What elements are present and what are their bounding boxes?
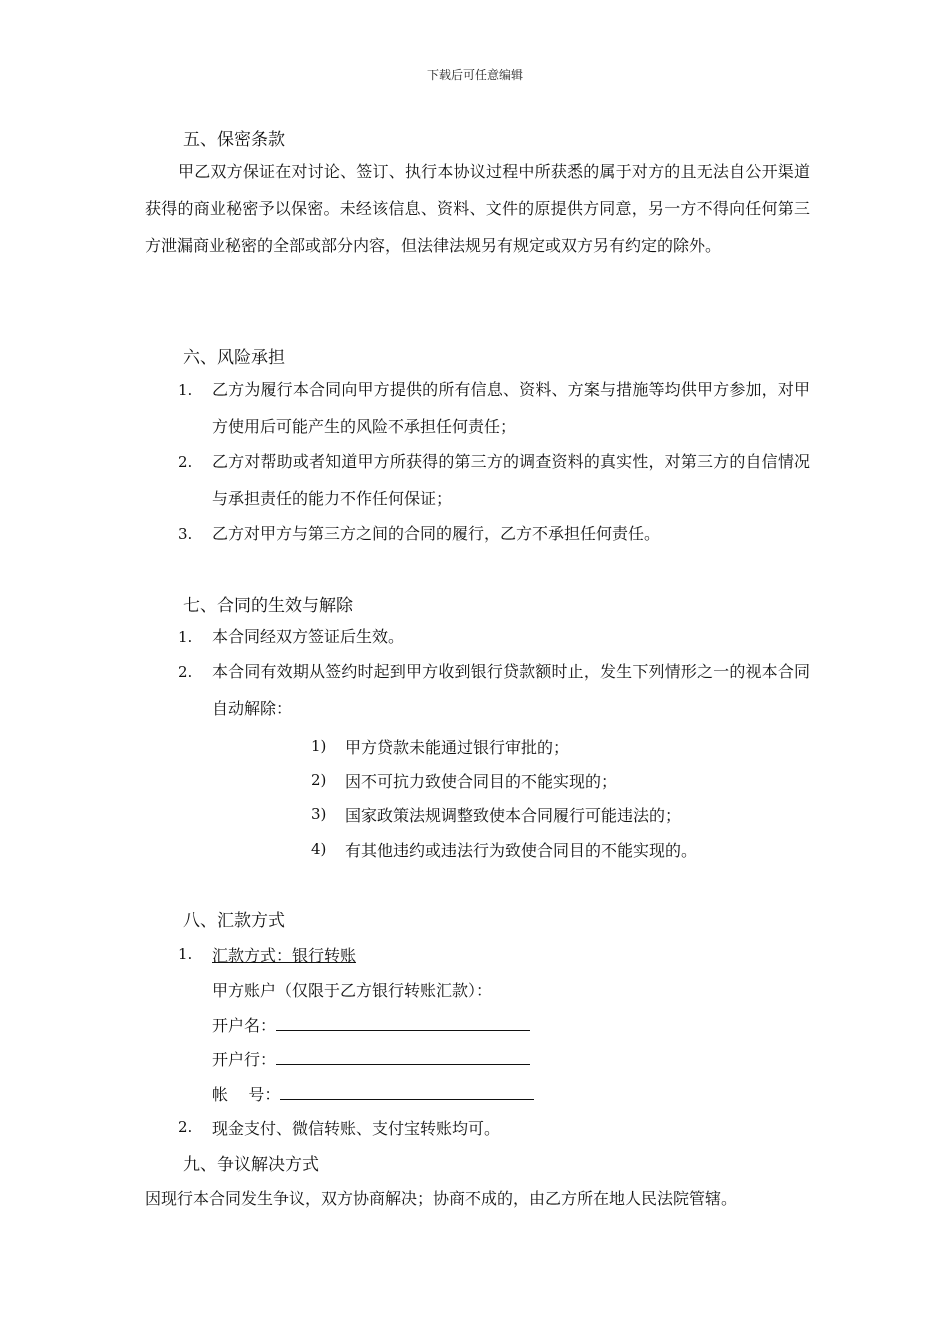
section-8-heading: 八、汇款方式	[183, 911, 285, 931]
sub-item-number: 4)	[311, 840, 327, 858]
list-item-text: 本合同有效期从签约时起到甲方收到银行贷款额时止，发生下列情形之一的视本合同自动解除：	[212, 662, 810, 718]
account-number-row	[212, 1082, 534, 1105]
account-name-label: 开户名：	[212, 1016, 277, 1035]
section-5-heading: 五、保密条款	[183, 130, 285, 150]
sub-item-text: 有其他违约或违法行为致使合同目的不能实现的。	[345, 841, 698, 860]
sub-item-text: 国家政策法规调整致使本合同履行可能违法的；	[345, 806, 682, 825]
section-6-heading: 六、风险承担	[183, 348, 285, 368]
bank-name-label: 开户行：	[212, 1050, 277, 1069]
account-name-row	[212, 1013, 530, 1036]
account-name-blank[interactable]	[276, 1016, 530, 1031]
list-item-text: 乙方对帮助或者知道甲方所获得的第三方的调查资料的真实性，对第三方的自信情况与承担责任的能力不作任何保证；	[212, 452, 810, 508]
sub-item-number: 3)	[311, 805, 327, 823]
sub-item-text: 因不可抗力致使合同目的不能实现的；	[345, 772, 618, 791]
section-7-heading: 七、合同的生效与解除	[183, 596, 353, 616]
bank-name-blank[interactable]	[276, 1050, 530, 1065]
sub-item-number: 2)	[311, 771, 327, 789]
section-5-body: 甲乙双方保证在对讨论、签订、执行本协议过程中所获悉的属于对方的且无法自公开渠道获得的商业秘密予以保密。未经该信息、资料、文件的原提供方同意，另一方不得向任何第三方泄漏商业秘密的全部或部分内容，但法律法规另有规定或双方另有约定的除外。	[145, 162, 810, 255]
sub-item-text: 甲方贷款未能通过银行审批的；	[345, 738, 570, 757]
account-intro: 甲方账户（仅限于乙方银行转账汇款）：	[212, 981, 493, 1000]
bank-name-row	[212, 1047, 530, 1070]
list-item-number: 2.	[178, 1118, 193, 1136]
section-9-heading: 九、争议解决方式	[183, 1155, 319, 1175]
list-item-text: 乙方为履行本合同向甲方提供的所有信息、资料、方案与措施等均供甲方参加，对甲方使用后可能产生的风险不承担任何责任；	[212, 380, 810, 436]
list-item-text: 现金支付、微信转账、支付宝转账均可。	[212, 1119, 501, 1138]
page-header: 下载后可任意编辑	[426, 68, 523, 82]
list-item-number: 2.	[178, 453, 193, 471]
list-item-number: 1.	[178, 381, 193, 399]
list-item-number: 2.	[178, 663, 193, 681]
list-item-text: 本合同经双方签证后生效。	[212, 627, 405, 646]
account-number-blank[interactable]	[280, 1085, 534, 1100]
sub-item-number: 1)	[311, 737, 327, 755]
account-number-label: 帐 号：	[212, 1085, 281, 1104]
section-9-body: 因现行本合同发生争议，双方协商解决；协商不成的，由乙方所在地人民法院管辖。	[145, 1189, 738, 1208]
list-item-text: 乙方对甲方与第三方之间的合同的履行，乙方不承担任何责任。	[212, 524, 661, 543]
list-item-number: 1.	[178, 628, 193, 646]
list-item-number: 3.	[178, 525, 193, 543]
list-item-number: 1.	[178, 945, 193, 963]
payment-method-text: 汇款方式：银行转账	[212, 946, 357, 965]
